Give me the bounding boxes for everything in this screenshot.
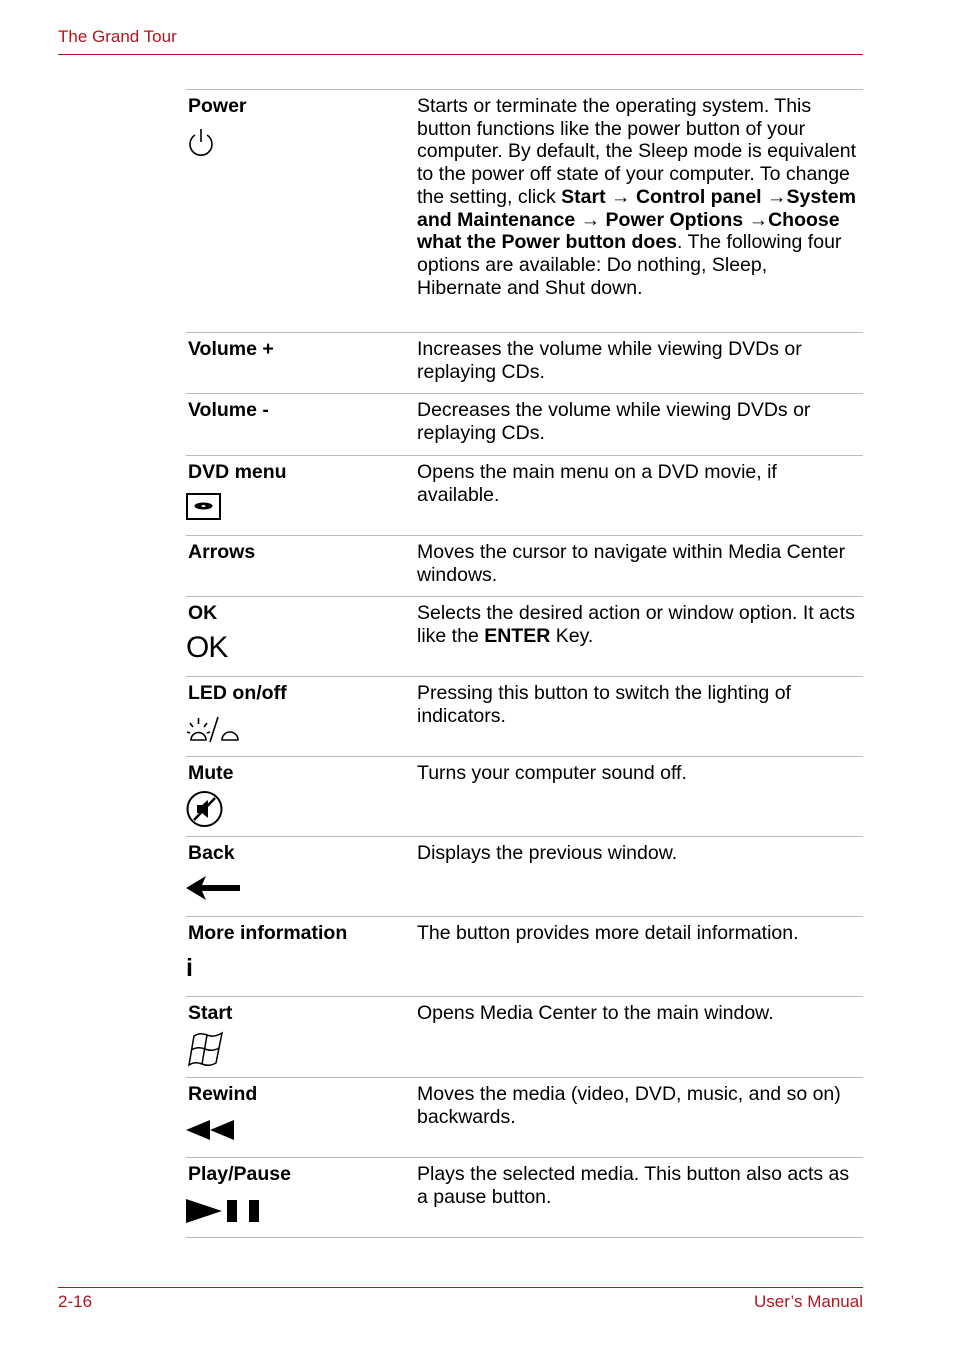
term-more-information: More information bbox=[188, 922, 348, 944]
rewind-icon bbox=[186, 1120, 236, 1140]
desc-rewind: Moves the media (video, DVD, music, and so on) backwards. bbox=[417, 1083, 841, 1128]
header-rule bbox=[58, 54, 863, 55]
play-pause-icon bbox=[186, 1199, 262, 1223]
table-row-volume-up bbox=[186, 333, 863, 394]
back-arrow-icon bbox=[186, 875, 242, 901]
term-arrows: Arrows bbox=[188, 541, 256, 563]
term-led: LED on/off bbox=[188, 682, 287, 704]
info-icon: i bbox=[186, 954, 193, 982]
term-start: Start bbox=[188, 1002, 233, 1024]
running-header: The Grand Tour bbox=[58, 27, 177, 46]
term-volume-down: Volume - bbox=[188, 399, 269, 421]
mute-icon bbox=[186, 790, 224, 828]
manual-title: User’s Manual bbox=[754, 1292, 863, 1311]
term-volume-up: Volume + bbox=[188, 338, 274, 360]
term-mute: Mute bbox=[188, 762, 234, 784]
desc-dvd-menu: Opens the main menu on a DVD movie, if available. bbox=[417, 461, 777, 506]
table-row-back bbox=[186, 837, 863, 917]
term-back: Back bbox=[188, 842, 235, 864]
term-rewind: Rewind bbox=[188, 1083, 258, 1105]
desc-play-pause: Plays the selected media. This button also acts as a pause button. bbox=[417, 1163, 850, 1208]
desc-led: Pressing this button to switch the lighting of indicators. bbox=[417, 682, 791, 727]
term-play-pause: Play/Pause bbox=[188, 1163, 291, 1185]
desc-volume-up: Increases the volume while viewing DVDs or replaying CDs. bbox=[417, 338, 802, 383]
table-row-arrows bbox=[186, 536, 863, 597]
desc-ok: Selects the desired action or window option. It acts like the ENTER Key. bbox=[417, 602, 855, 647]
desc-volume-down: Decreases the volume while viewing DVDs or replaying CDs. bbox=[417, 399, 811, 444]
term-power: Power bbox=[188, 95, 247, 117]
desc-mute: Turns your computer sound off. bbox=[417, 762, 687, 784]
desc-more-information: The button provides more detail information. bbox=[417, 922, 799, 944]
desc-arrows: Moves the cursor to navigate within Media Center windows. bbox=[417, 541, 846, 586]
table-row-mute bbox=[186, 757, 863, 837]
dvd-menu-icon bbox=[186, 492, 222, 522]
term-dvd-menu: DVD menu bbox=[188, 461, 287, 483]
power-icon bbox=[186, 128, 216, 158]
desc-back: Displays the previous window. bbox=[417, 842, 678, 864]
table-row-power bbox=[186, 90, 863, 333]
table-row-start bbox=[186, 997, 863, 1078]
table-row-play-pause bbox=[186, 1158, 863, 1238]
button-table bbox=[186, 89, 863, 1238]
desc-start: Opens Media Center to the main window. bbox=[417, 1002, 774, 1024]
table-row-volume-down bbox=[186, 394, 863, 456]
page-number: 2-16 bbox=[58, 1292, 93, 1311]
table-row-ok bbox=[186, 597, 863, 677]
windows-start-icon bbox=[186, 1030, 230, 1070]
footer-rule bbox=[58, 1287, 863, 1288]
table-row-rewind bbox=[186, 1078, 863, 1158]
ok-icon: OK bbox=[186, 631, 228, 664]
term-ok: OK bbox=[188, 602, 218, 624]
table-row-more-information bbox=[186, 917, 863, 997]
table-row-dvd-menu bbox=[186, 456, 863, 536]
led-icon bbox=[186, 715, 242, 743]
desc-power: Starts or terminate the operating system. This button functions like the power button of your computer. By default, the Sleep mode is equivalent to the power off state of your computer. To change the setting, click Start → Control panel →System and Maintenance → Power Options →Choose what the Power button does. The following four options are available: Do nothing, Sleep, Hibernate and Shut down. bbox=[417, 95, 857, 299]
table-row-led bbox=[186, 677, 863, 757]
